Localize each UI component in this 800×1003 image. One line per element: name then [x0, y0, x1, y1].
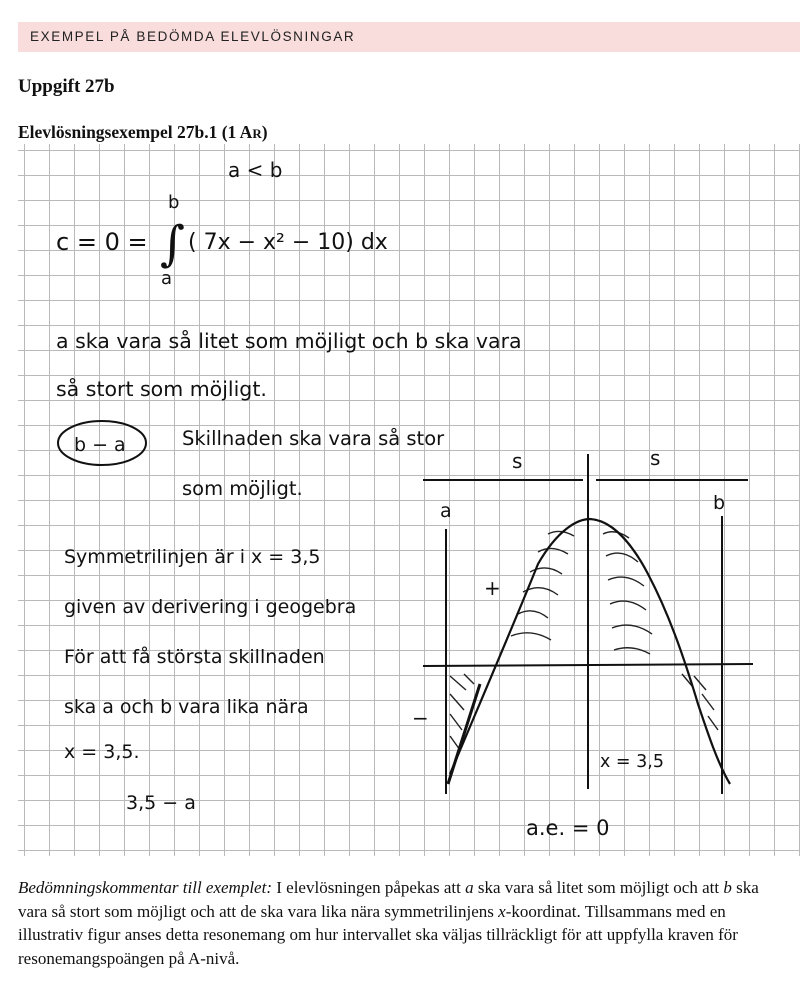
negative-area-hatching	[450, 674, 718, 750]
comment-var-b: b	[723, 878, 732, 897]
reasoning-line-8: ska a och b vara lika nära	[64, 696, 309, 718]
area-equation: a.e. = 0	[526, 816, 610, 840]
assessment-comment	[18, 876, 788, 970]
reasoning-line-3: Skillnaden ska vara så stor	[182, 427, 445, 450]
plus-sign: +	[484, 576, 501, 600]
grid-paper	[18, 144, 800, 856]
reasoning-line-6: given av derivering i geogebra	[64, 596, 357, 618]
circle-mark	[58, 421, 146, 465]
comment-part-3: ska vara så stort som möjligt och att de ska vara lika nära symmetrilinjens	[18, 878, 759, 921]
comment-lead: Bedömningskommentar till exemplet:	[18, 878, 272, 897]
example-title	[18, 122, 268, 143]
comment-part-4: -koordinat. Tillsammans med en illustrativ figur anses detta resonemang om hur intervallet ska väljas tillräckligt för att uppfylla kraven för resonemangspoängen på A-nivå.	[18, 901, 738, 968]
condition-text: a < b	[228, 158, 283, 182]
integral-left-text: c = 0 =	[56, 228, 148, 256]
integral-sign: ∫	[160, 216, 186, 272]
banner-text: EXEMPEL PÅ BEDÖMDA ELEVLÖSNINGAR	[30, 29, 356, 44]
integral-body: ( 7x − x² − 10) dx	[188, 230, 388, 255]
hand-drawn-figure	[18, 144, 800, 856]
minus-sign: −	[412, 706, 429, 730]
example-title-sub: R	[252, 126, 262, 141]
positive-area-hatching	[511, 531, 652, 654]
circled-expression: b − a	[74, 434, 126, 456]
section-banner	[18, 22, 800, 52]
parabola-left-tail	[448, 684, 480, 784]
comment-var-a: a	[465, 878, 474, 897]
comment-var-x: x	[498, 901, 506, 921]
reasoning-line-9: x = 3,5.	[64, 741, 140, 763]
comment-part-1: I elevlösningen påpekas att	[272, 878, 466, 897]
reasoning-line-1: a ska vara så litet som möjligt och b ska vara	[56, 329, 522, 353]
symmetry-label: x = 3,5	[600, 752, 664, 772]
reasoning-line-10: 3,5 − a	[126, 792, 196, 814]
reasoning-line-7: För att få största skillnaden	[64, 646, 325, 668]
comment-part-2: ska vara så litet som möjligt och att	[473, 878, 724, 897]
integral-lower-limit: a	[161, 268, 173, 289]
label-b: b	[713, 492, 726, 514]
label-s-left: s	[512, 449, 523, 473]
reasoning-line-2: så stort som möjligt.	[56, 377, 267, 401]
task-title: Uppgift 27b	[18, 76, 115, 97]
label-s-right: s	[650, 446, 661, 470]
example-title-end: )	[261, 122, 268, 142]
example-title-main: Elevlösningsexempel 27b.1 (1 A	[18, 122, 253, 142]
reasoning-line-5: Symmetrilinjen är i x = 3,5	[64, 546, 321, 568]
parabola-curve	[450, 519, 730, 784]
integral-upper-limit: b	[168, 192, 180, 213]
label-a: a	[440, 500, 452, 522]
reasoning-line-4: som möjligt.	[182, 477, 303, 500]
x-axis	[423, 664, 753, 666]
